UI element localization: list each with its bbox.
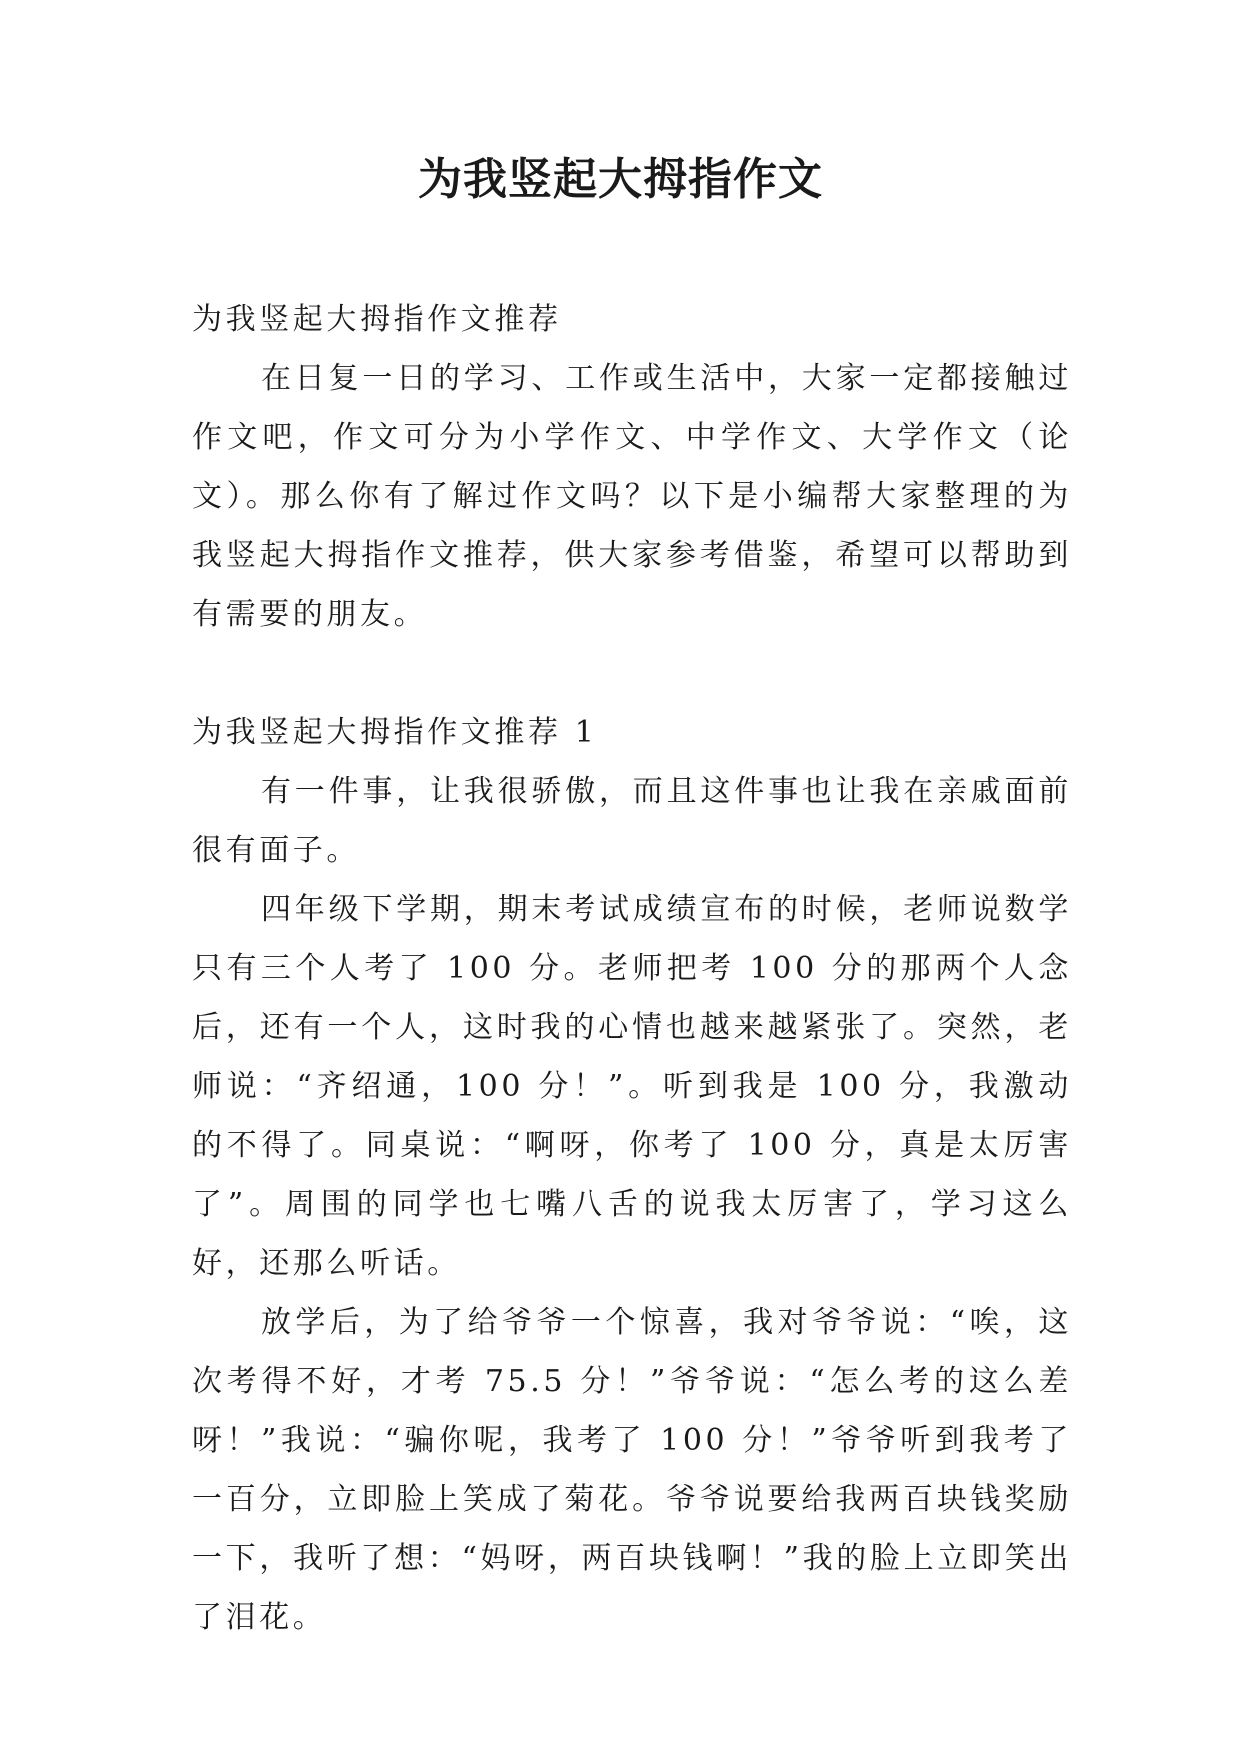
document-title: 为我竖起大拇指作文 [418, 154, 823, 205]
section-heading: 为我竖起大拇指作文推荐 1 [192, 715, 598, 750]
paragraph: 在日复一日的学习、工作或生活中，大家一定都接触过作文吧，作文可分为小学作文、中学作文、大学作文（论文）。那么你有了解过作文吗？以下是小编帮大家整理的为我竖起大拇指作文推荐，供大家参考借鉴，希望可以帮助到有需要的朋友。 [192, 361, 1072, 632]
section-spacer [192, 644, 1072, 703]
paragraph: 四年级下学期，期末考试成绩宣布的时候，老师说数学只有三个人考了 100 分。老师把考 100 分的那两个人念后，还有一个人，这时我的心情也越来越紧张了。突然，老师说：“齐绍通，100 分！”。听到我是 100 分，我激动的不得了。同桌说：“啊呀，你考了 100 分，真是太厉害了”。周围的同学也七嘴八舌的说我太厉害了，学习这么好，还那么听话。 [192, 892, 1072, 1281]
paragraph: 有一件事，让我很骄傲，而且这件事也让我在亲戚面前很有面子。 [192, 774, 1072, 868]
section-heading: 为我竖起大拇指作文推荐 [192, 302, 562, 337]
document-body [192, 290, 1072, 1647]
paragraph: 放学后，为了给爷爷一个惊喜，我对爷爷说：“唉，这次考得不好，才考 75.5 分！”爷爷说：“怎么考的这么差呀！”我说：“骗你呢，我考了 100 分！”爷爷听到我考了一百分，立即脸上笑成了菊花。爷爷说要给我两百块钱奖励一下，我听了想：“妈呀，两百块钱啊！”我的脸上立即笑出了泪花。 [192, 1305, 1072, 1635]
